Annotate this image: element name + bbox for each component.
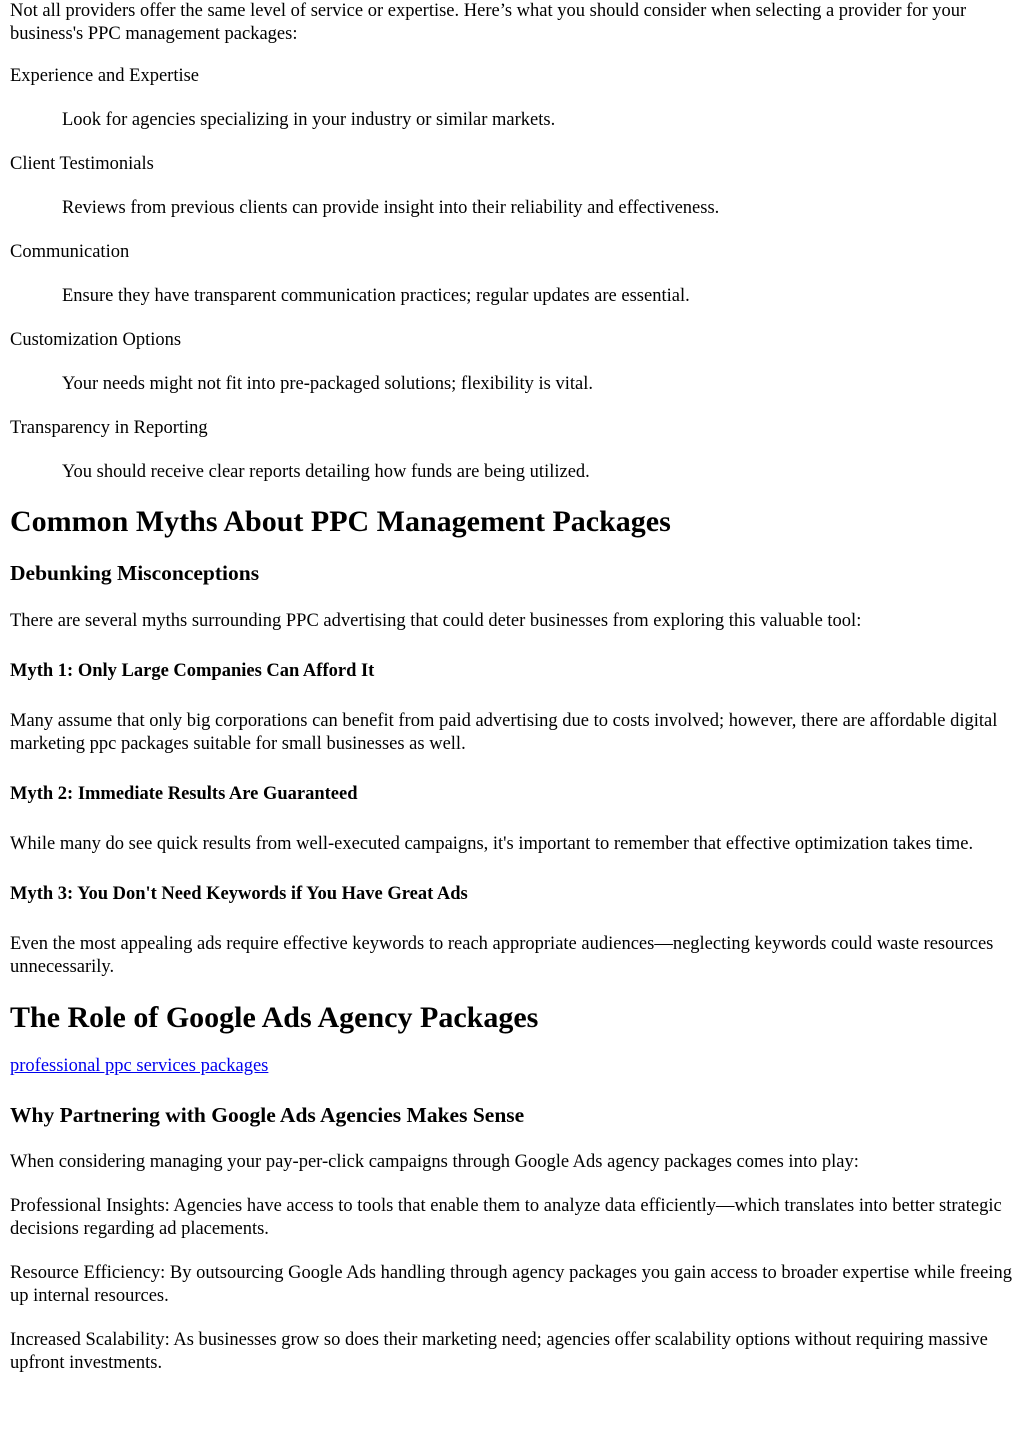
criterion-description: Look for agencies specializing in your industry or similar markets. [62, 110, 556, 130]
intro-paragraph: Not all providers offer the same level of service or expertise. Here’s what you should consider when selecting a provider for your business's PPC management packages: [10, 1, 967, 44]
agency-subheading: Why Partnering with Google Ads Agencies Makes Sense [10, 1103, 525, 1127]
agency-point: Increased Scalability: As businesses grow so does their marketing need; agencies offer scalability options without requiring massive upfront investments. [10, 1330, 988, 1373]
myths-subheading: Debunking Misconceptions [10, 561, 260, 585]
agency-section-heading: The Role of Google Ads Agency Packages [10, 1001, 539, 1034]
criterion-term: Communication [10, 242, 130, 262]
myth-title: Myth 2: Immediate Results Are Guaranteed [10, 784, 358, 804]
myths-intro: There are several myths surrounding PPC advertising that could deter businesses from exploring this valuable tool: [10, 611, 862, 631]
myth-body: Even the most appealing ads require effective keywords to reach appropriate audiences—neglecting keywords could waste resources unnecessarily. [10, 934, 994, 977]
agency-intro: When considering managing your pay-per-click campaigns through Google Ads agency packages comes into play: [10, 1152, 859, 1172]
ppc-services-packages-link[interactable]: professional ppc services packages [10, 1056, 269, 1076]
criterion-description: Ensure they have transparent communication practices; regular updates are essential. [62, 286, 690, 306]
criterion-term: Experience and Expertise [10, 66, 200, 86]
criterion-description: Reviews from previous clients can provide insight into their reliability and effectiveness. [62, 198, 720, 218]
myths-section-heading: Common Myths About PPC Management Packages [10, 505, 671, 538]
criterion-description: Your needs might not fit into pre-packaged solutions; flexibility is vital. [62, 374, 593, 394]
criterion-term: Customization Options [10, 330, 182, 350]
criterion-term: Transparency in Reporting [10, 418, 208, 438]
myth-title: Myth 3: You Don't Need Keywords if You Have Great Ads [10, 884, 468, 904]
criterion-description: You should receive clear reports detailing how funds are being utilized. [62, 462, 590, 482]
criterion-term: Client Testimonials [10, 154, 154, 174]
provider-criteria-list [10, 65, 1014, 484]
myth-body: Many assume that only big corporations can benefit from paid advertising due to costs involved; however, there are affordable digital marketing ppc packages suitable for small businesses as well. [10, 711, 998, 754]
agency-point: Resource Efficiency: By outsourcing Google Ads handling through agency packages you gain access to broader expertise while freeing up internal resources. [10, 1263, 1012, 1306]
myth-body: While many do see quick results from well-executed campaigns, it's important to remember that effective optimization takes time. [10, 834, 974, 854]
myth-title: Myth 1: Only Large Companies Can Afford It [10, 661, 375, 681]
agency-point: Professional Insights: Agencies have access to tools that enable them to analyze data efficiently—which translates into better strategic decisions regarding ad placements. [10, 1196, 1002, 1239]
